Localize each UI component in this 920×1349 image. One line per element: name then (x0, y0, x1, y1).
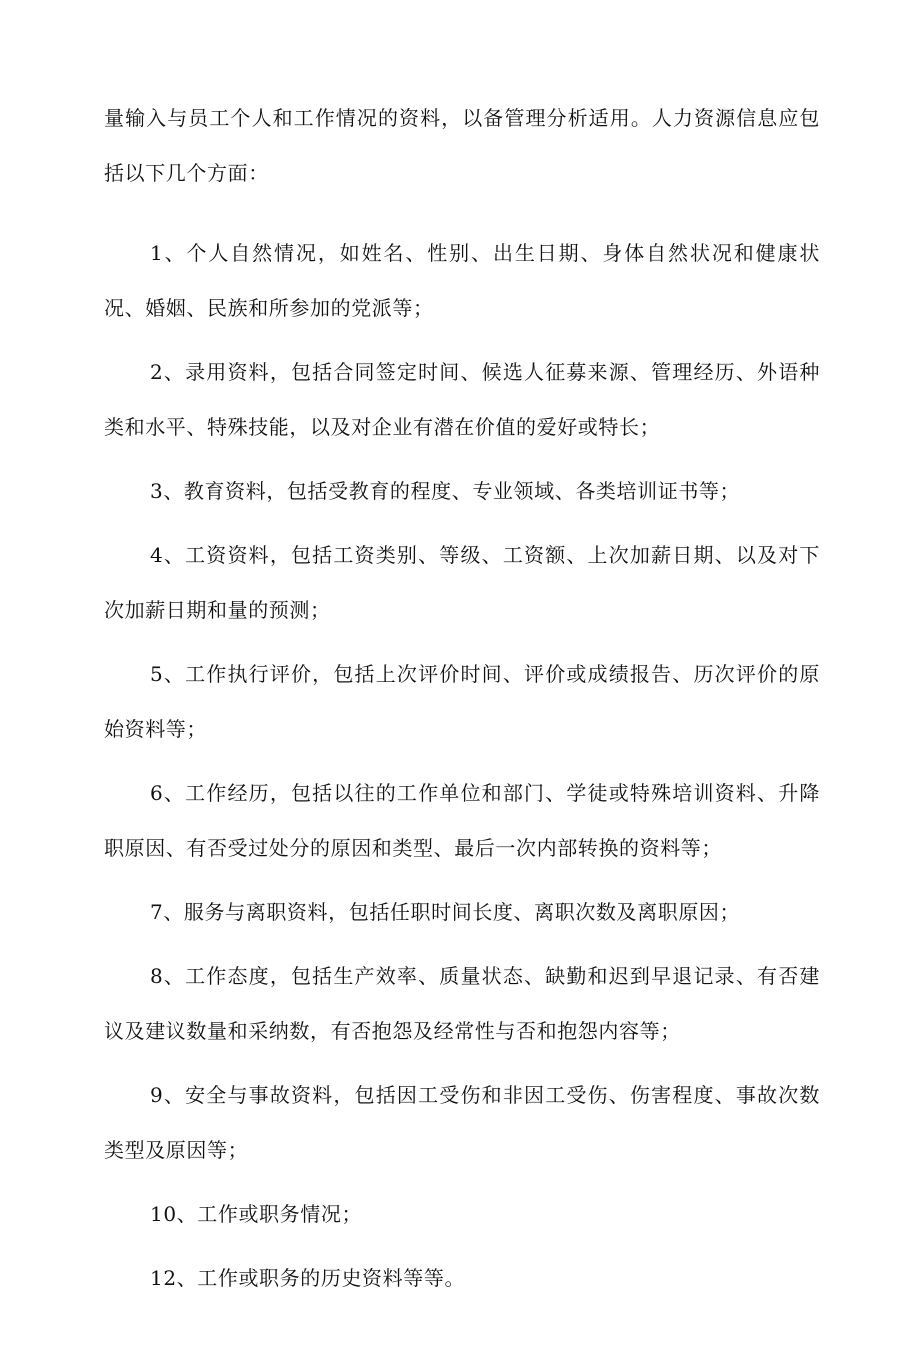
intro-paragraph-block (104, 91, 820, 201)
list-item-work-attitude: 8、工作态度，包括生产效率、质量状态、缺勤和迟到早退记录、有否建议及建议数量和采纳数，有否抱怨及经常性与否和抱怨内容等； (104, 964, 820, 1043)
list-item-safety-and-accidents: 9、安全与事故资料，包括因工受伤和非因工受伤、伤害程度、事故次数类型及原因等； (104, 1083, 820, 1162)
list-item-personal-info: 1、个人自然情况，如姓名、性别、出生日期、身体自然状况和健康状况、婚姻、民族和所参加的党派等； (104, 241, 820, 320)
intro-paragraph: 量输入与员工个人和工作情况的资料，以备管理分析适用。人力资源信息应包括以下几个方面： (104, 106, 820, 185)
list-item-job-history: 12、工作或职务的历史资料等等。 (150, 1266, 466, 1290)
info-item-list (104, 226, 820, 1306)
list-item-employment-info: 2、录用资料，包括合同签定时间、候选人征募来源、管理经历、外语种类和水平、特殊技能，以及对企业有潜在价值的爱好或特长； (104, 360, 820, 439)
list-item-salary-info: 4、工资资料，包括工资类别、等级、工资额、上次加薪日期、以及对下次加薪日期和量的预测； (104, 543, 820, 622)
list-item-education-info: 3、教育资料，包括受教育的程度、专业领域、各类培训证书等； (150, 479, 741, 503)
list-item-service-and-resignation: 7、服务与离职资料，包括任职时间长度、离职次数及离职原因； (150, 900, 741, 924)
list-item-performance-evaluation: 5、工作执行评价，包括上次评价时间、评价或成绩报告、历次评价的原始资料等； (104, 662, 820, 741)
list-item-work-history: 6、工作经历，包括以往的工作单位和部门、学徒或特殊培训资料、升降职原因、有否受过处分的原因和类型、最后一次内部转换的资料等； (104, 781, 820, 860)
list-item-job-status: 10、工作或职务情况； (150, 1202, 363, 1226)
